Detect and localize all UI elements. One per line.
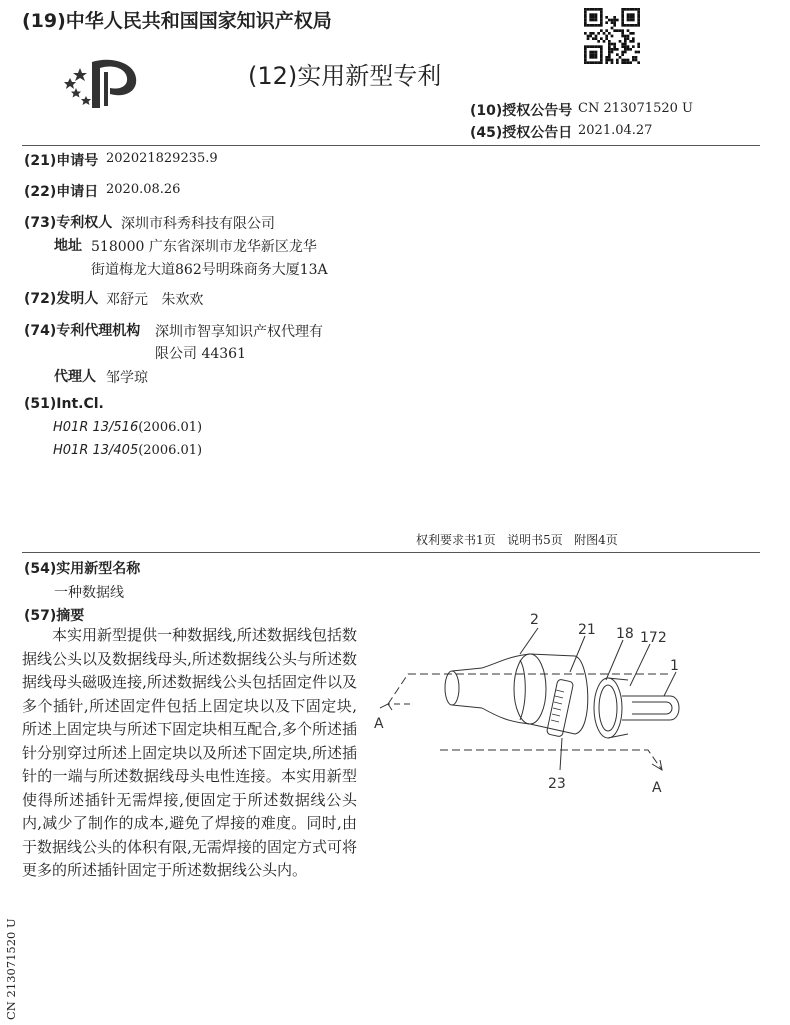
utility-model-title: 一种数据线 [54,585,124,601]
address-line-2: 街道梅龙大道862号明珠商务大厦13A [91,262,328,278]
label-2: 2 [530,612,539,628]
agency-label: (74)专利代理机构 [24,323,141,339]
label-a-left: A [374,716,384,732]
cnipa-logo [58,54,148,112]
section-line-a-bottom [440,750,662,770]
ipc-code: H01R 13/405 [53,443,139,458]
label-172: 172 [640,630,667,646]
app-date-value: 2020.08.26 [106,182,181,197]
patentee-value: 深圳市科秀科技有限公司 [121,216,275,232]
qr-code [584,8,640,64]
ipc-entry-1 [53,420,202,435]
pub-date-value: 2021.04.27 [578,123,653,138]
ipc-code: H01R 13/516 [53,420,139,435]
document-type: (12)实用新型专利 [248,62,442,90]
pages-info: 权利要求书1页 说明书5页 附图4页 [416,533,618,547]
app-date-label: (22)申请日 [24,184,99,200]
label-18: 18 [616,626,634,642]
app-no-label: (21)申请号 [24,153,99,169]
abstract-figure [370,610,700,800]
abstract-text: 本实用新型提供一种数据线,所述数据线包括数据线公头以及数据线母头,所述数据线公头与所述数据线母头磁吸连接,所述数据线公头包括固定件以及多个插针,所述固定件包括上固定块以及下固定块,所述上固定块与所述下固定块相互配合,多个所述插针分别穿过所述上固定块以及所述下固定块,所述插针的一端与所述数据线母头电性连接。本实用新型使得所述插针无需焊接,便固定于所述数据线公头内,减少了制作的成本,避免了焊接的难度。同时,由于数据线公头的体积有限,无需焊接的固定方式可将更多的所述插针固定于所述数据线公头内。 [22,626,357,879]
ipc-version: (2006.01) [138,443,203,458]
agent-value: 邹学琼 [106,370,148,386]
app-no-value: 202021829235.9 [106,151,218,166]
label-1: 1 [670,658,679,674]
side-publication-number: CN 213071520 U [4,918,18,1020]
pub-date-label: (45)授权公告日 [470,125,573,141]
pub-no-value: CN 213071520 U [578,101,693,116]
office-name: (19)中华人民共和国国家知识产权局 [22,10,332,32]
abstract-label: (57)摘要 [24,608,85,624]
label-21: 21 [578,622,596,638]
divider-middle [22,552,760,553]
ipc-version: (2006.01) [138,420,203,435]
patentee-label: (73)专利权人 [24,215,113,231]
ipc-entry-2 [53,443,202,458]
divider-top [22,145,760,146]
agency-line-1: 深圳市智享知识产权代理有 [155,324,323,340]
address-line-1: 518000 广东省深圳市龙华新区龙华 [91,239,317,255]
agent-label: 代理人 [54,369,96,385]
inventor-label: (72)发明人 [24,291,99,307]
title-label: (54)实用新型名称 [24,561,141,577]
label-a-right: A [652,780,662,796]
agency-line-2: 限公司 44361 [155,346,246,362]
inventor-value: 邓舒元 朱欢欢 [106,292,204,308]
label-23: 23 [548,776,566,792]
address-label: 地址 [54,238,82,254]
pub-no-label: (10)授权公告号 [470,103,573,119]
ipc-label: (51)Int.Cl. [24,396,104,412]
section-line-a-top [388,674,670,704]
